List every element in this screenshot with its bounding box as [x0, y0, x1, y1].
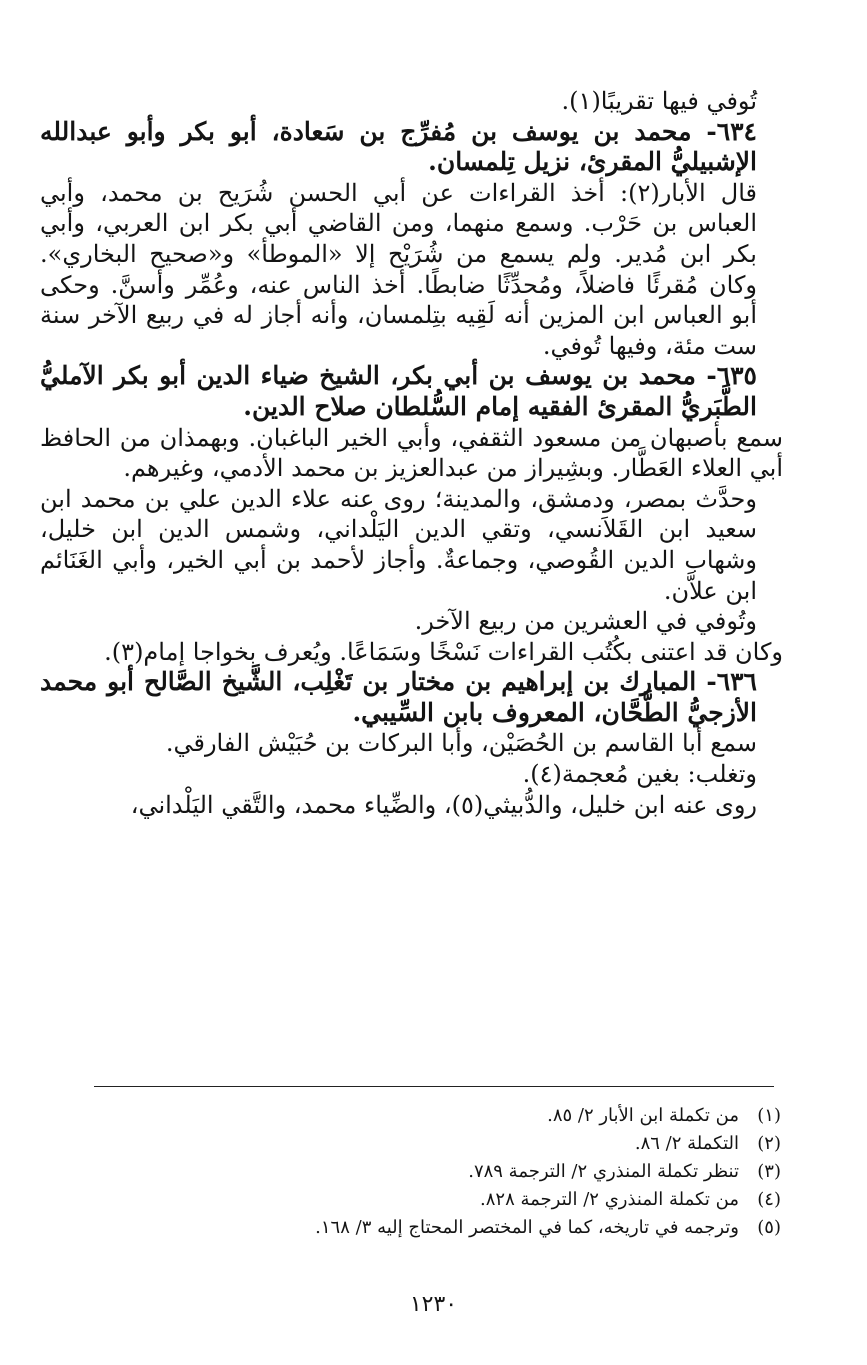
footnotes [120, 1102, 781, 1242]
footnote-number: (٢) [757, 1133, 781, 1154]
footnote-4 [120, 1186, 781, 1214]
footnote-text: من تكملة المنذري ٢/ الترجمة ٨٢٨. [480, 1189, 739, 1210]
entry-636-paragraph-3: روى عنه ابن خليل، والدُّبيثي(٥)، والضِّياء محمد، والتَّقي اليَلْداني، [130, 790, 757, 819]
entry-635-paragraph-3: وتُوفي في العشرين من ربيع الآخر. [414, 607, 757, 636]
entry-636-paragraph-1: سمع أبا القاسم بن الحُصَيْن، وأبا البركات بن حُبَيْش الفارقي. [165, 729, 757, 758]
entry-635-paragraph-4: وكان قد اعتنى بكُتُب القراءات نَسْخًا وسَمَاعًا. ويُعرف بخواجا إمام(٣). [104, 637, 783, 666]
footnote-text: التكملة ٢/ ٨٦. [634, 1133, 739, 1154]
footnote-3 [120, 1158, 781, 1186]
footnote-2 [120, 1130, 781, 1158]
entry-636-paragraph-2: وتغلب: بغين مُعجمة(٤). [522, 760, 757, 789]
footnote-number: (١) [757, 1105, 781, 1126]
main-text [40, 86, 783, 820]
entry-636-heading: ٦٣٦- المبارك بن إبراهيم بن مختار بن تَغْلِب، الشَّيخ الصَّالح أبو محمد الأزجيُّ الطَّحَّان، المعروف بابن السِّيبي. [40, 667, 757, 727]
footnote-number: (٣) [757, 1161, 781, 1182]
footnote-text: من تكملة ابن الأبار ٢/ ٨٥. [547, 1105, 739, 1126]
footnote-separator [94, 1086, 774, 1087]
footnote-text: وترجمه في تاريخه، كما في المختصر المحتاج إليه ٣/ ١٦٨. [315, 1217, 739, 1238]
continuation-line: تُوفي فيها تقريبًا(١). [561, 87, 757, 115]
entry-635-paragraph-1: سمع بأصبهان من مسعود الثقفي، وأبي الخير الباغبان. وبهمذان من الحافظ أبي العلاء العَطَّار. وبشِيراز من عبدالعزيز بن محمد الأدمي، وغيرهم. [40, 423, 783, 483]
footnote-number: (٥) [757, 1217, 781, 1238]
entry-635-heading: ٦٣٥- محمد بن يوسف بن أبي بكر، الشيخ ضياء الدين أبو بكر الآمليُّ الطَّبَريُّ المقرئ الفقيه إمام السُّلطان صلاح الدين. [40, 361, 757, 421]
entry-634-heading: ٦٣٤- محمد بن يوسف بن مُفرِّج بن سَعادة، أبو بكر وأبو عبدالله الإشبيليُّ المقرئ، نزيل تِلمسان. [40, 116, 757, 177]
footnote-number: (٤) [757, 1189, 781, 1210]
footnote-text: تنظر تكملة المنذري ٢/ الترجمة ٧٨٩. [468, 1161, 739, 1182]
entry-634-text: قال الأبار(٢): أخذ القراءات عن أبي الحسن شُرَيح بن محمد، وأبي العباس بن حَرْب. وسمع منهما، ومن القاضي أبي بكر ابن العربي، وأبي بكر ابن مُدير. ولم يسمع من شُرَيْح إلا «الموطأ» و«صحيح البخاري». وكان مُقرئًا فاضلاً، ومُحدِّثًا ضابطًا. أخذ الناس عنه، وعُمِّر وأسنَّ. وحكى أبو العباس ابن المزين أنه لَقِيه بتِلمسان، وأنه أجاز له في ربيع الآخر سنة ست مئة، وفيها تُوفي. [40, 178, 757, 360]
footnote-1 [120, 1102, 781, 1130]
page-number: ١٢٣٠ [409, 1292, 458, 1317]
footnote-5 [120, 1214, 781, 1242]
entry-635-paragraph-2: وحدَّث بمصر، ودمشق، والمدينة؛ روى عنه علاء الدين علي بن محمد ابن سعيد ابن القَلاَنسي، وتقي الدين اليَلْداني، وشمس الدين ابن خليل، وشهاب الدين القُوصي، وجماعةٌ. وأجاز لأحمد بن أبي الخير، وأبي الغَنَائم ابن علاَّن. [40, 484, 757, 605]
